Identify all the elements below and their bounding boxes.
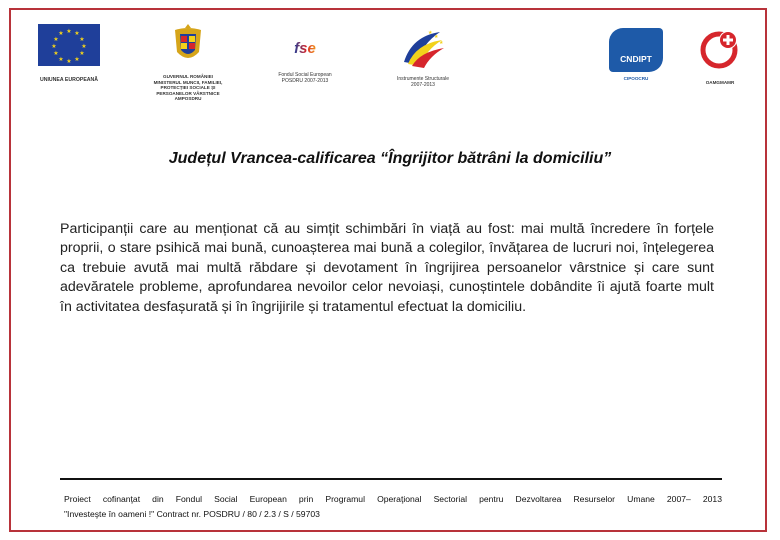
eu-flag-icon xyxy=(38,24,100,66)
footer xyxy=(64,492,722,522)
fse-caption: Fondul Social European POSDRU 2007-2013 xyxy=(278,72,332,84)
footer-divider xyxy=(60,478,722,480)
svg-text:★: ★ xyxy=(434,34,439,40)
oamgmamr-caption: OAMGMAMR xyxy=(705,80,735,85)
cndipt-badge: CNDIPT xyxy=(609,28,663,72)
svg-text:★: ★ xyxy=(66,58,72,65)
svg-text:★: ★ xyxy=(439,40,444,46)
red-cross-icon xyxy=(700,28,740,70)
eu-logo xyxy=(30,24,108,84)
svg-text:★: ★ xyxy=(79,50,85,57)
svg-text:★: ★ xyxy=(53,36,59,43)
oamgmamr-logo xyxy=(690,28,750,86)
government-caption: GUVERNUL ROMÂNIEI MINISTERUL MUNCII, FAMILIEI, PROTECȚIEI SOCIALE ȘI PERSOANELOR VÂRSTNICE AMPOSDRU xyxy=(153,74,223,102)
svg-text:★: ★ xyxy=(74,56,80,63)
footer-line-1: Proiect cofinanţat din Fondul Social European prin Programul Operaţional Sectorial pentru Dezvoltarea Resurselor Umane 2007– 2013 xyxy=(64,494,722,504)
svg-text:★: ★ xyxy=(66,28,72,35)
body-paragraph: Participanții care au menționat că au simțit schimbări în viață au fost: mai multă încredere în forțele proprii, o stare psihică mai bună, cunoașterea mai bună a colegilor, învățarea de lucruri noi, înțelegerea ca trebuie avută mai multă răbdare și devotament în îngrijirea persoanelor vârstnice și care sunt adevăratele probleme, aprofundarea nevoilor celor nevoiași, cunoștintele dobândite îi ajută foarte mult în activitatea desfașurată și în îngrijirile și tratamentul efectuat la domiciliu. xyxy=(60,221,714,315)
svg-text:★: ★ xyxy=(81,43,87,50)
svg-text:★: ★ xyxy=(58,30,64,37)
structural-instruments-caption: Instrumente Structurale 2007-2013 xyxy=(397,76,449,88)
structural-instruments-logo xyxy=(384,26,462,88)
footer-line-2: "Investeşte în oameni !" Contract nr. POSDRU / 80 / 2.3 / S / 59703 xyxy=(64,509,320,519)
cndipt-caption: CIPOOCRU xyxy=(623,76,649,81)
svg-text:★: ★ xyxy=(58,56,64,63)
eu-caption: UNIUNEA EUROPEANĂ xyxy=(39,77,99,83)
fse-mark: fse xyxy=(294,40,316,57)
svg-text:★: ★ xyxy=(74,30,80,37)
cndipt-logo xyxy=(604,28,668,82)
svg-text:★: ★ xyxy=(53,50,59,57)
coat-of-arms-icon xyxy=(171,22,205,66)
page-title: Județul Vrancea-calificarea “Îngrijitor bătrâni la domiciliu” xyxy=(168,150,612,167)
government-logo xyxy=(140,22,236,102)
structural-instruments-icon xyxy=(398,26,448,70)
svg-text:★: ★ xyxy=(51,43,57,50)
svg-text:★: ★ xyxy=(79,36,85,43)
svg-text:★: ★ xyxy=(428,30,433,36)
fse-logo xyxy=(262,34,348,84)
